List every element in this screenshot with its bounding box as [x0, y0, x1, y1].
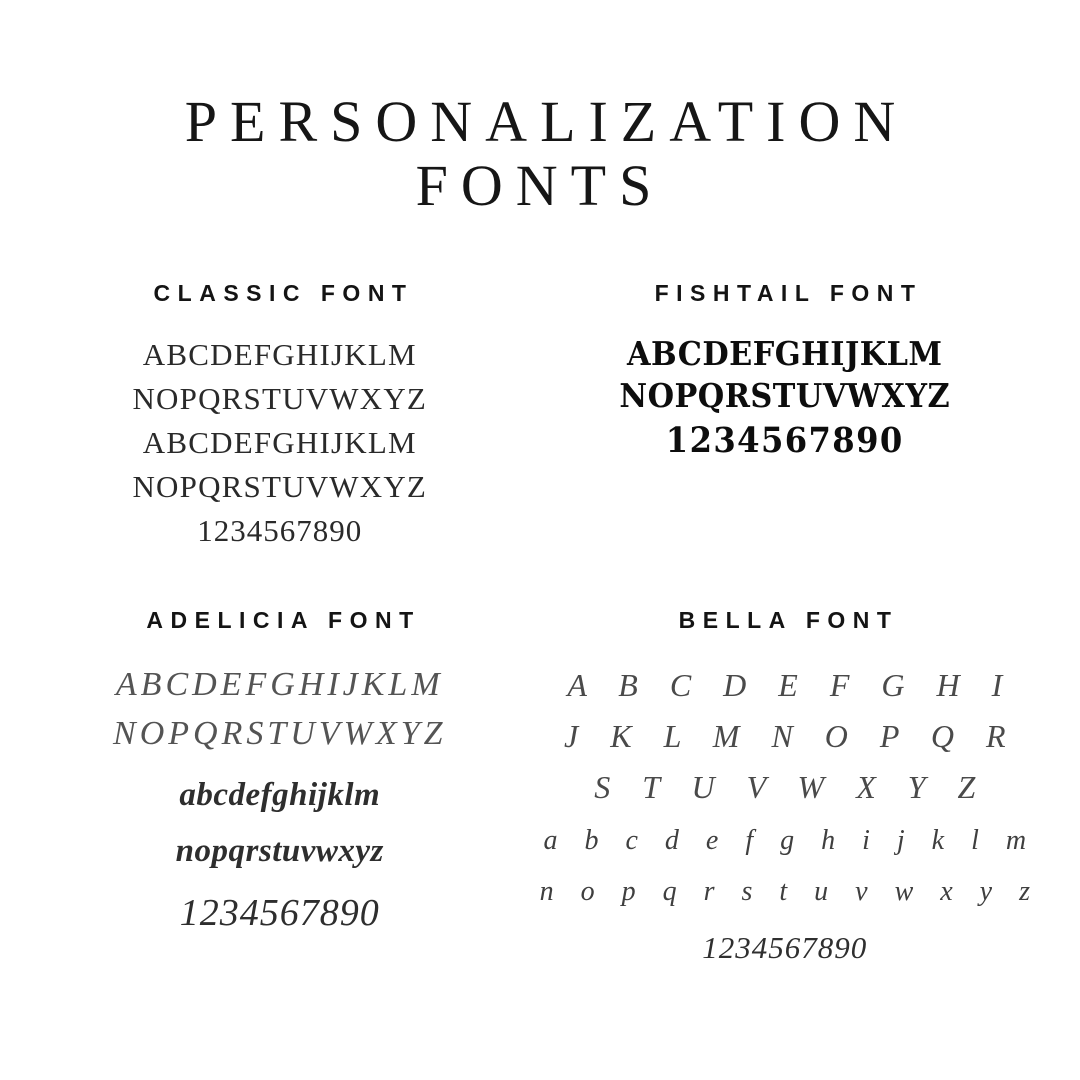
glyph-line: ABCDEFGHIJKLM	[627, 333, 943, 373]
glyph-line-numbers: 1234567890	[702, 929, 868, 965]
glyph-line: S T U V W X Y Z	[594, 769, 988, 806]
glyph-line: n o p q r s t u v w x y z	[539, 876, 1040, 908]
font-glyphs-fishtail	[619, 333, 950, 464]
glyph-line: ABCDEFGHIJKLM	[142, 336, 417, 372]
font-sample-fishtail	[530, 280, 1040, 553]
glyph-line: NOPQRSTUVWXYZ	[132, 380, 428, 416]
glyph-line: A B C D E F G H I	[567, 666, 1015, 703]
font-sample-title-classic: CLASSIC FONT	[153, 279, 414, 306]
font-sample-title-bella: BELLA FONT	[678, 606, 899, 633]
glyph-line: ABCDEFGHIJKLM	[115, 665, 444, 703]
page-title: PERSONALIZATION FONTS	[184, 89, 909, 218]
font-sample-bella	[530, 607, 1040, 973]
glyph-line: J K L M N O P Q R	[564, 717, 1018, 754]
font-sample-title-fishtail: FISHTAIL FONT	[654, 279, 923, 306]
font-glyphs-classic	[132, 333, 427, 553]
glyph-line: nopqrstuvwxyz	[175, 833, 384, 870]
font-sample-adelicia	[40, 607, 520, 973]
glyph-line: a b c d e f g h i j k l m	[543, 825, 1037, 857]
glyph-line-numbers: 1234567890	[197, 512, 363, 548]
font-glyphs-bella	[530, 660, 1040, 973]
font-sample-classic	[40, 280, 520, 553]
glyph-line: NOPQRSTUVWXYZ	[132, 468, 428, 504]
glyph-line: abcdefghijklm	[179, 777, 381, 814]
font-glyphs-adelicia	[113, 660, 446, 941]
font-sample-title-adelicia: ADELICIA FONT	[146, 606, 421, 633]
glyph-line: NOPQRSTUVWXYZ	[619, 376, 951, 416]
glyph-line-numbers: 1234567890	[179, 891, 380, 934]
glyph-line: NOPQRSTUVWXYZ	[113, 714, 447, 752]
glyph-line: ABCDEFGHIJKLM	[142, 424, 417, 460]
font-sample-grid	[40, 280, 1040, 973]
glyph-line-numbers: 1234567890	[665, 420, 904, 462]
